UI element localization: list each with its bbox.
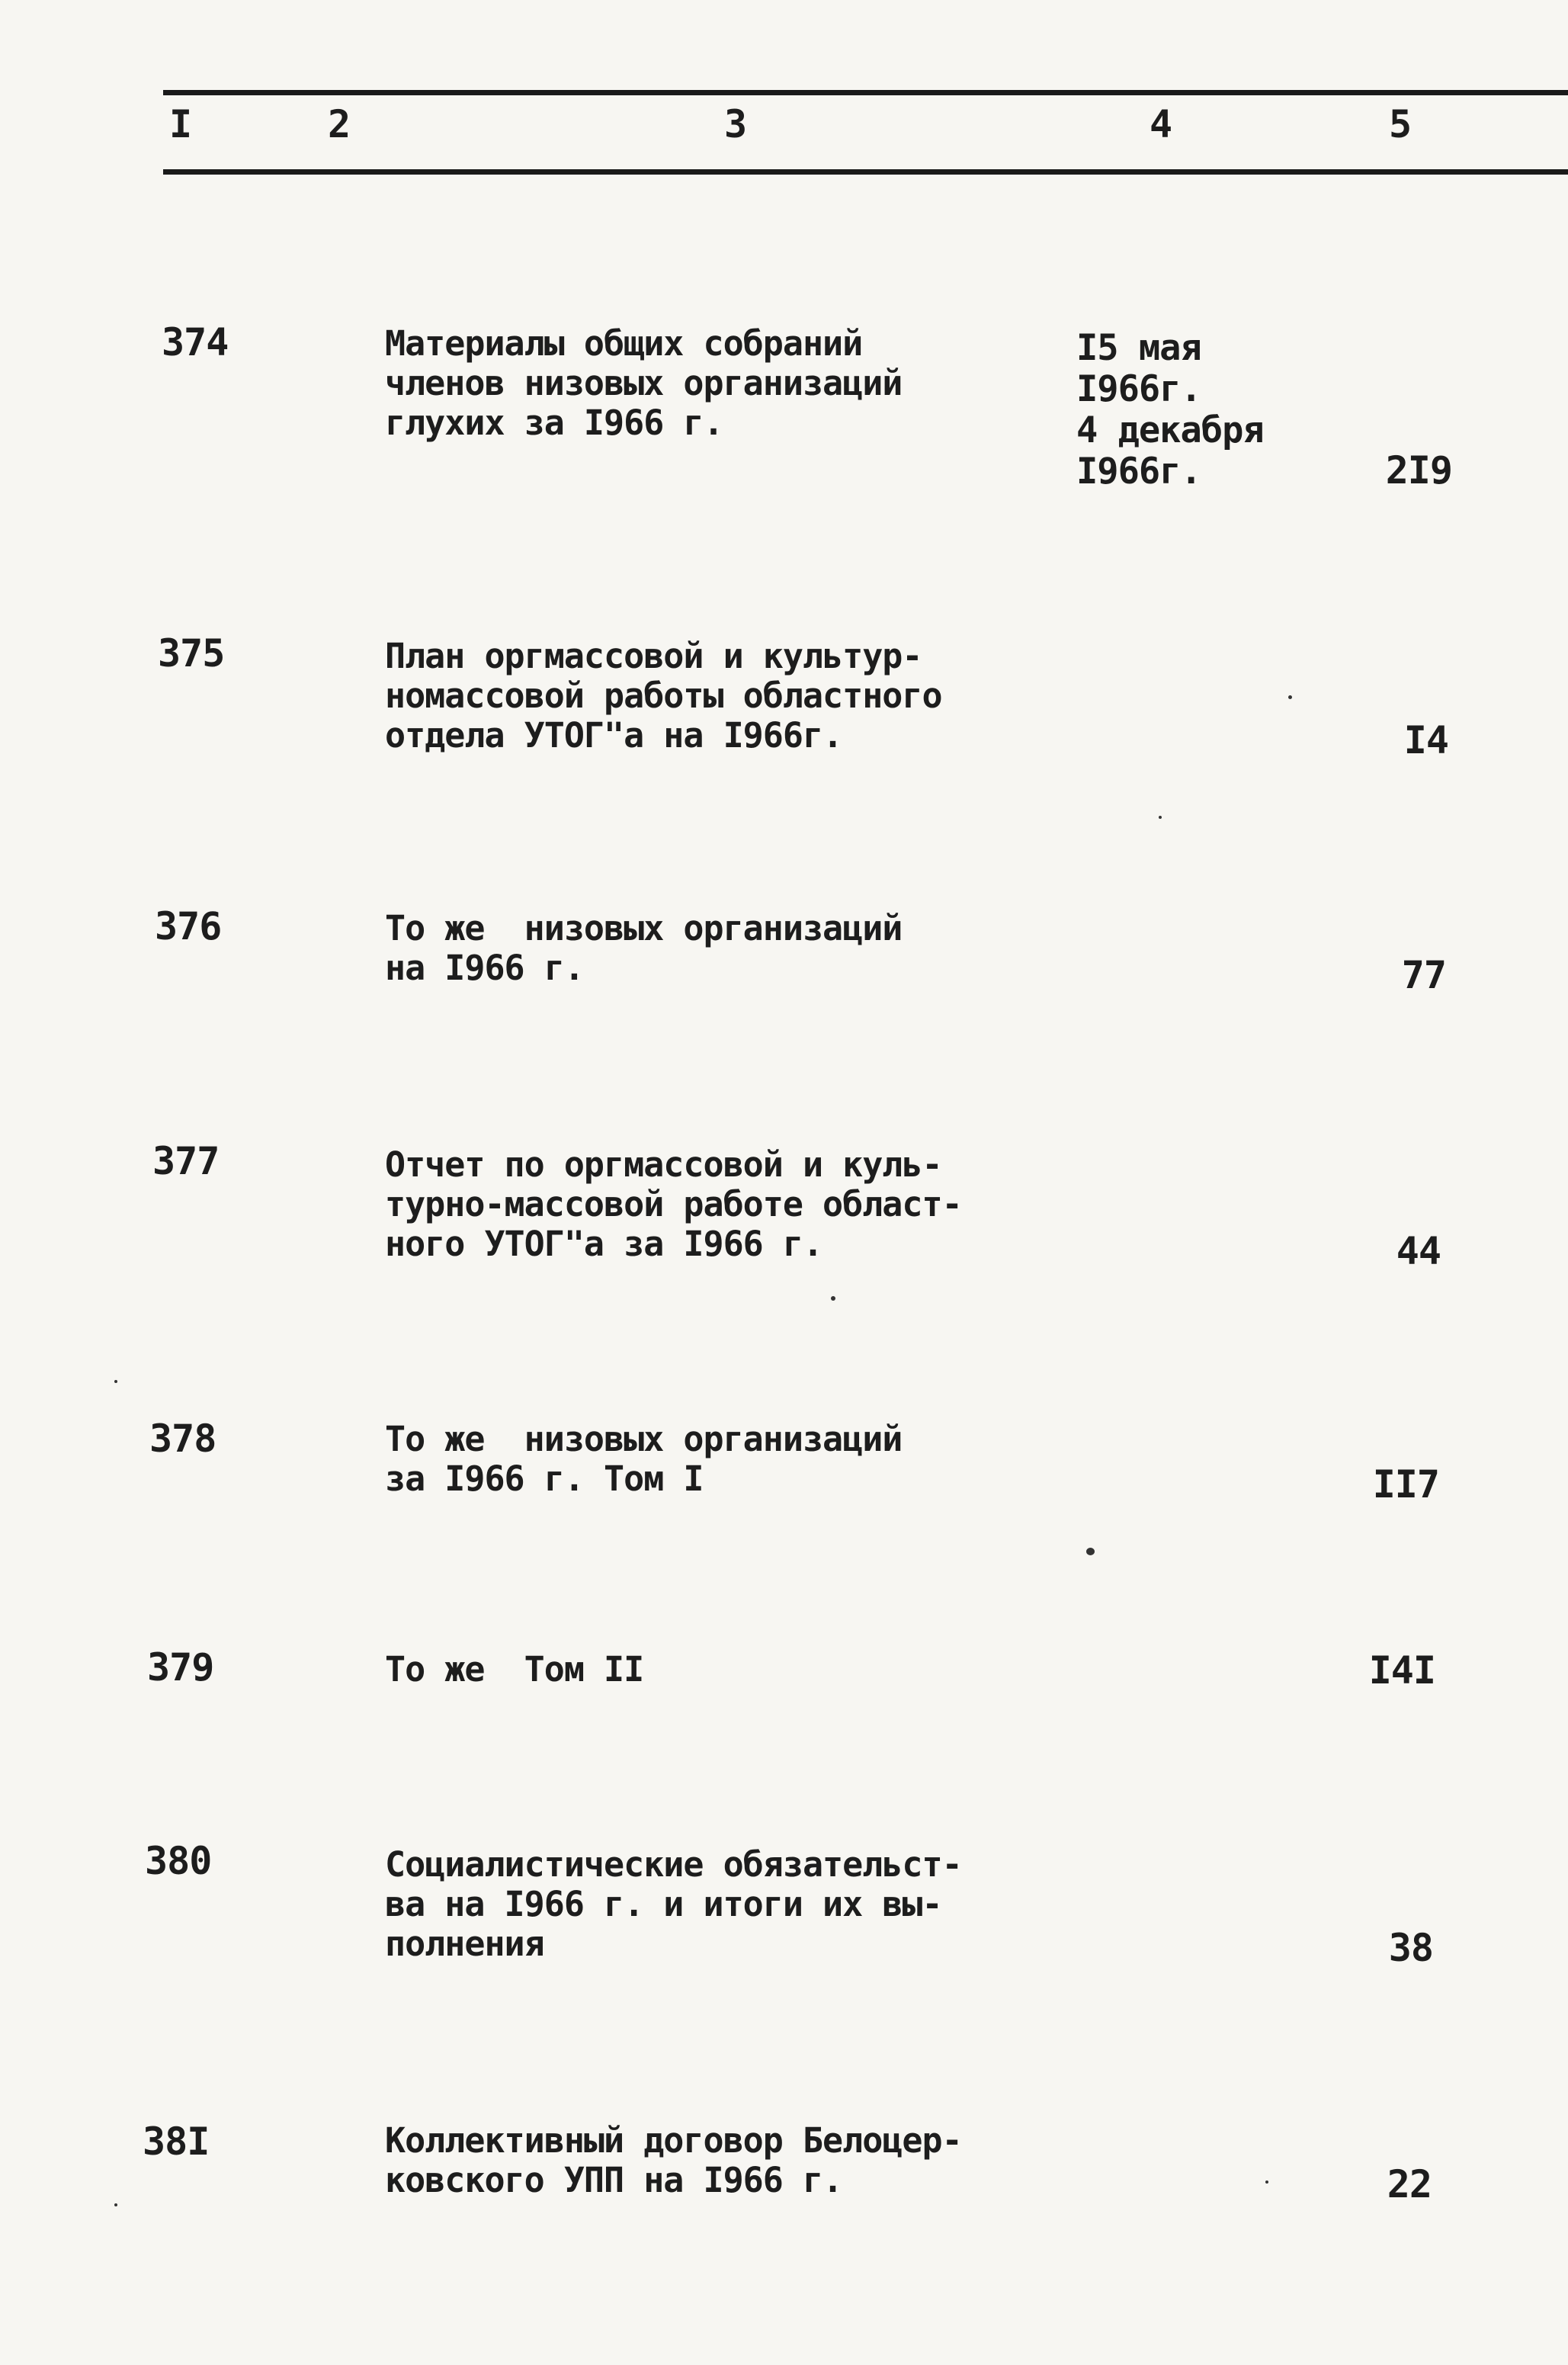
record-title: Материалы общих собраний членов низовых организаций глухих за I966 г. [385,323,903,443]
sheet-count: II7 [1372,1462,1439,1507]
row-number: 380 [145,1839,212,1883]
table-top-rule [163,90,1568,95]
column-header-2: 2 [328,102,351,146]
record-title: Коллективный договор Белоцер- ковского УПП на I966 г. [385,2120,962,2200]
record-title: То же низовых организаций за I966 г. Том I [385,1419,903,1499]
row-number: 38I [143,2120,210,2164]
scan-speck [831,1296,835,1301]
sheet-count: I4I [1368,1648,1435,1693]
record-title: Социалистические обязательст- ва на I966 г. и итоги их вы- полнения [385,1844,962,1964]
row-number: 375 [158,631,225,675]
scan-speck [114,2203,117,2206]
record-dates: I5 мая I966г. 4 декабря I966г. [1076,327,1264,493]
column-header-4: 4 [1150,102,1173,146]
record-title: План оргмассовой и культур- номассовой работы областного отдела УТОГ"а на I966г. [385,636,942,756]
column-header-5: 5 [1389,102,1412,146]
record-title: То же низовых организаций на I966 г. [385,908,903,988]
scan-speck [1086,1548,1095,1555]
record-title: Отчет по оргмассовой и куль- турно-массовой работе област- ного УТОГ"а за I966 г. [385,1144,962,1264]
row-number: 374 [162,320,229,364]
sheet-count: 22 [1387,2162,1432,2206]
column-header-3: 3 [724,102,748,146]
sheet-count: 2I9 [1385,448,1452,493]
row-number: 378 [149,1417,216,1461]
sheet-count: 77 [1401,953,1446,997]
scan-speck [1159,816,1162,819]
row-number: 379 [147,1645,214,1690]
row-number: 377 [152,1139,220,1183]
record-title: То же Том II [385,1649,644,1690]
scan-speck [1288,695,1292,699]
column-header-1: I [169,102,193,146]
sheet-count: 38 [1388,1926,1433,1970]
row-number: 376 [155,904,222,948]
sheet-count: I4 [1403,718,1448,762]
sheet-count: 44 [1396,1229,1441,1273]
scan-speck [114,1380,117,1383]
table-header-rule [163,169,1568,175]
scan-speck [1265,2180,1268,2184]
